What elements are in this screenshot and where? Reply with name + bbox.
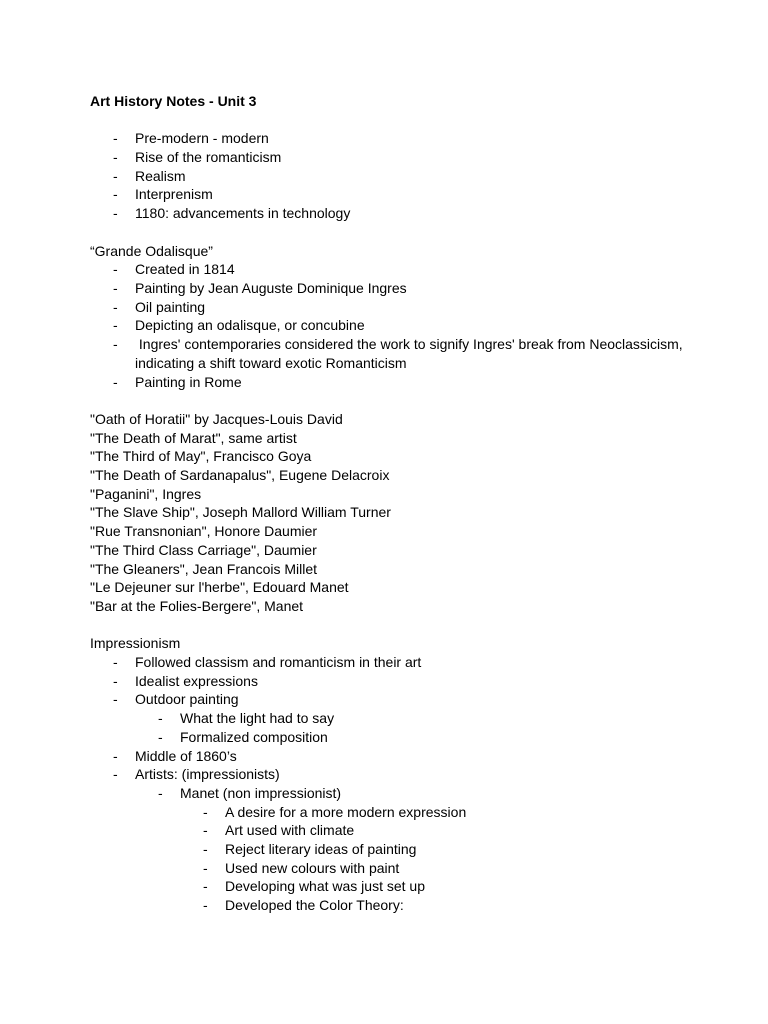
work-line: "Paganini", Ingres (90, 485, 202, 502)
section-heading-impressionism: Impressionism (90, 635, 181, 652)
list-item: - Depicting an odalisque, or concubine (113, 317, 365, 334)
bullet-dash: - (158, 728, 163, 745)
list-item: - Artists: (impressionists) (113, 766, 280, 783)
bullet-dash: - (113, 672, 118, 689)
bullet-dash: - (113, 279, 118, 296)
list-item: - Painting in Rome (113, 373, 242, 390)
list-item: - Painting by Jean Auguste Dominique Ingres (113, 279, 407, 296)
list-item: - Middle of 1860’s (113, 747, 237, 764)
list-item: - Outdoor painting (113, 691, 239, 708)
bullet-dash: - (113, 336, 118, 353)
bullet-dash: - (113, 747, 118, 764)
bullet-dash: - (158, 784, 163, 801)
blank-line (90, 223, 710, 242)
list-item: - Realism (113, 167, 186, 184)
bullet-dash: - (203, 897, 208, 914)
list-item: - Used new colours with paint (203, 859, 400, 876)
bullet-dash: - (113, 317, 118, 334)
list-item: - What the light had to say (158, 710, 335, 727)
bullet-dash: - (113, 373, 118, 390)
work-line: "The Third Class Carriage", Daumier (90, 541, 317, 558)
bullet-dash: - (113, 186, 118, 203)
document-title: Art History Notes - Unit 3 (90, 93, 257, 109)
list-item: - Followed classism and romanticism in their art (113, 654, 422, 671)
blank-line (90, 111, 710, 130)
bullet-dash: - (113, 261, 118, 278)
list-item: - Pre-modern - modern (113, 130, 269, 147)
bullet-dash: - (203, 878, 208, 895)
odalisque-list (90, 260, 710, 391)
bullet-dash: - (203, 803, 208, 820)
work-line: "Rue Transnonian", Honore Daumier (90, 523, 318, 540)
list-item: - Developing what was just set up (203, 878, 425, 895)
list-item: - Manet (non impressionist) (158, 784, 342, 801)
work-line: "Le Dejeuner sur l'herbe", Edouard Manet (90, 579, 349, 596)
impressionism-list (90, 653, 710, 915)
list-item: - Formalized composition (158, 728, 328, 745)
bullet-dash: - (203, 841, 208, 858)
work-line: "Oath of Horatii" by Jacques-Louis David (90, 410, 343, 427)
list-item: - Interprenism (113, 186, 213, 203)
list-item: - Oil painting (113, 298, 206, 315)
work-line: "The Third of May", Francisco Goya (90, 448, 312, 465)
bullet-dash: - (113, 130, 118, 147)
bullet-dash: - (113, 205, 118, 222)
work-line: "The Death of Marat", same artist (90, 429, 297, 446)
bullet-dash: - (113, 298, 118, 315)
bullet-dash: - (113, 167, 118, 184)
work-line: "The Gleaners", Jean Francois Millet (90, 560, 318, 577)
list-item: - 1180: advancements in technology (113, 205, 351, 222)
section-heading-odalisque: “Grande Odalisque” (90, 242, 213, 259)
bullet-dash: - (203, 822, 208, 839)
works-list (90, 410, 710, 616)
document-body (90, 92, 710, 915)
blank-line (90, 616, 710, 635)
list-item: - Art used with climate (203, 822, 355, 839)
list-item: - Rise of the romanticism (113, 149, 282, 166)
work-line: "The Slave Ship", Joseph Mallord William Turner (90, 504, 391, 521)
bullet-dash: - (158, 710, 163, 727)
bullet-dash: - (113, 149, 118, 166)
list-item: - Reject literary ideas of painting (203, 841, 417, 858)
list-item: - Idealist expressions (113, 672, 258, 689)
blank-line (90, 391, 710, 410)
list-item: - A desire for a more modern expression (203, 803, 467, 820)
bullet-dash: - (113, 766, 118, 783)
list-item: - Developed the Color Theory: (203, 897, 404, 914)
bullet-dash: - (203, 859, 208, 876)
list-item: - Ingres' contemporaries considered the work to signify Ingres' break from Neoclassicism, indicating a shift toward exotic Romanticism (113, 336, 687, 371)
work-line: "Bar at the Folies-Bergere", Manet (90, 597, 304, 614)
bullet-dash: - (113, 691, 118, 708)
bullet-dash: - (113, 654, 118, 671)
intro-list (90, 129, 710, 223)
list-item: - Created in 1814 (113, 261, 235, 278)
work-line: "The Death of Sardanapalus", Eugene Delacroix (90, 467, 390, 483)
